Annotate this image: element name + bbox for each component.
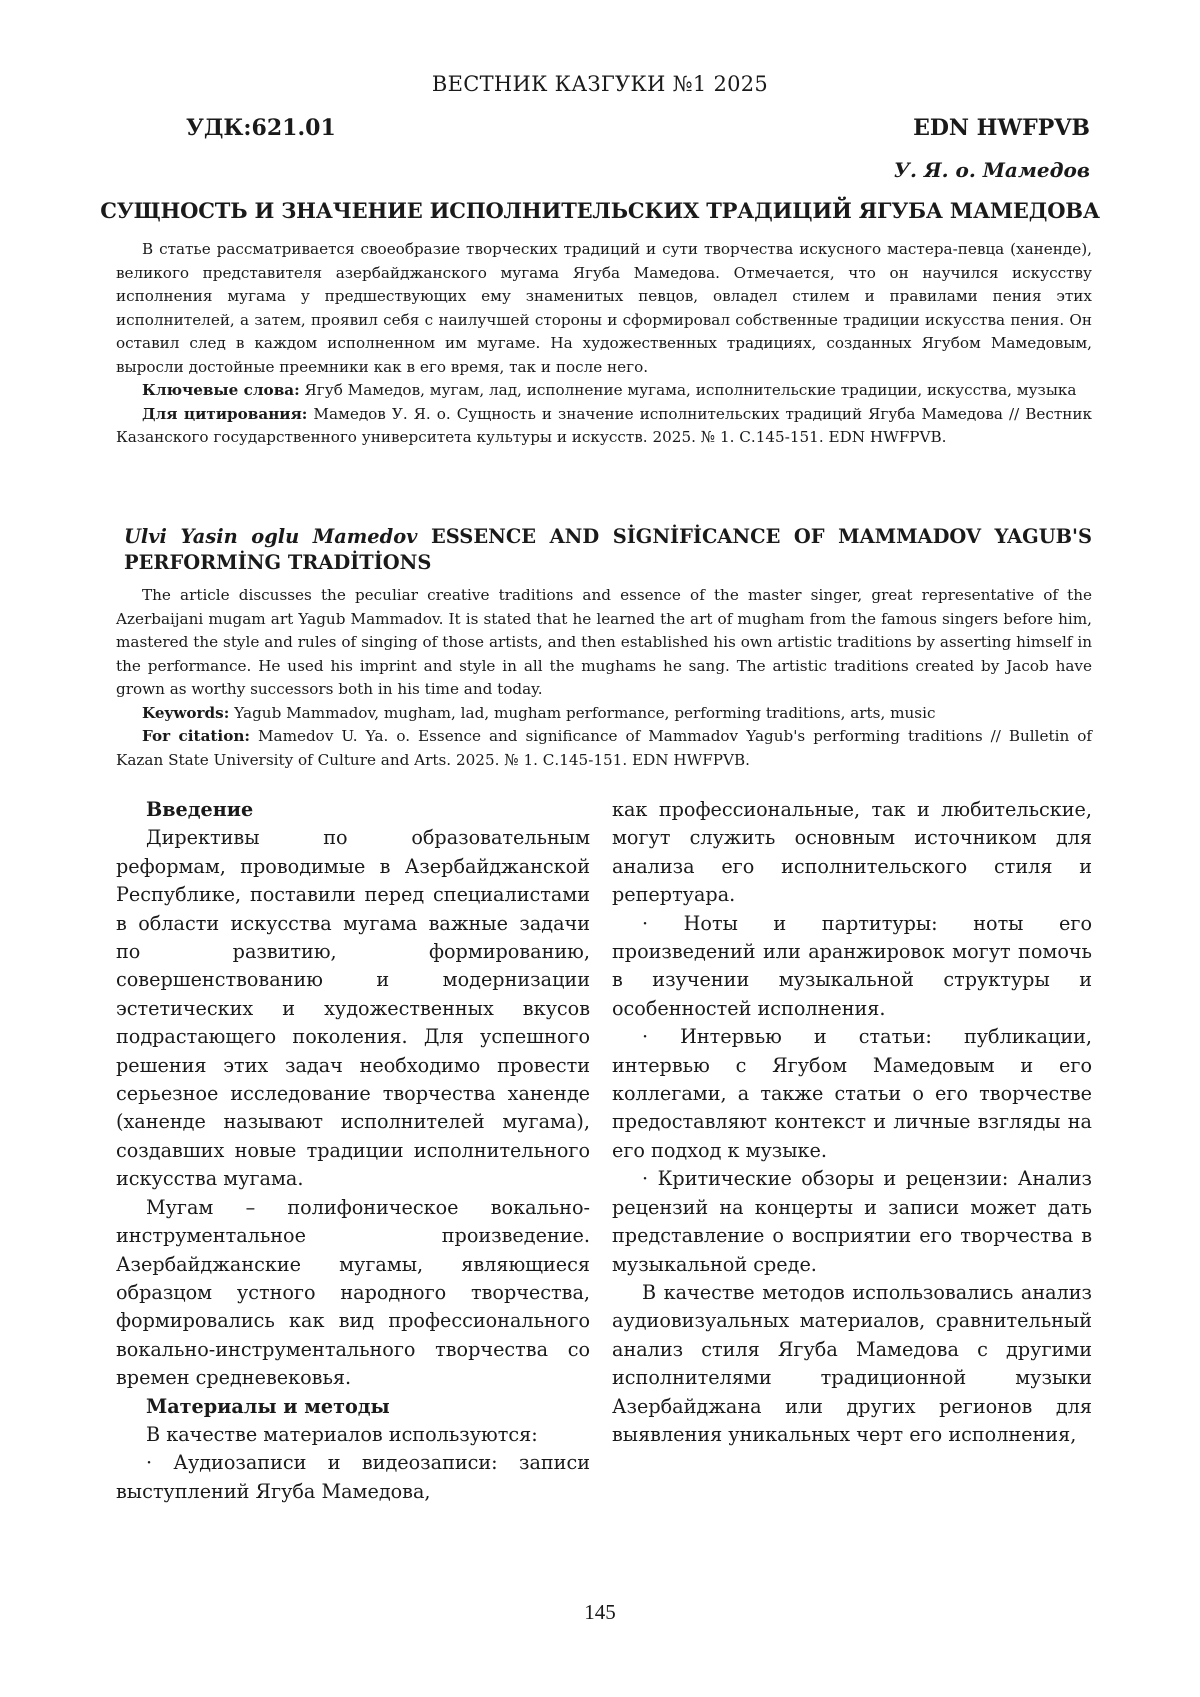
keywords-en-label: Keywords: bbox=[142, 703, 230, 722]
audio-bullet-continuation: как профессиональные, так и любительские, могут служить основным источником для анализа его исполнительского стиля и репертуара. bbox=[612, 798, 1092, 907]
materials-bullet-scores: · Ноты и партитуры: ноты его произведений или аранжировок могут помочь в изучении музыкальной структуры и особенностей исполнения. bbox=[612, 911, 1092, 1020]
keywords-en-text: Yagub Mammadov, mugham, lad, mugham performance, performing traditions, arts, music bbox=[234, 703, 936, 722]
intro-heading: Введение bbox=[146, 798, 254, 821]
citation-ru bbox=[116, 403, 1092, 450]
body-column-left bbox=[116, 796, 590, 1506]
keywords-ru bbox=[116, 379, 1092, 403]
materials-bullet-interviews: · Интервью и статьи: публикации, интервью с Ягубом Мамедовым и его коллегами, а также статьи о его творчестве предоставляют контекст и личные взгляды на его подход к музыке. bbox=[612, 1025, 1092, 1162]
keywords-ru-label: Ключевые слова: bbox=[142, 381, 300, 399]
page-number: 145 bbox=[584, 1600, 616, 1624]
materials-bullet-reviews: · Критические обзоры и рецензии: Анализ рецензий на концерты и записи может дать представление о восприятии его творчества в музыкальной среде. bbox=[612, 1167, 1092, 1276]
udk-code: УДК:621.01 bbox=[186, 115, 336, 141]
intro-paragraph-2: Мугам – полифоническое вокально-инструментальное произведение. Азербайджанские мугамы, являющиеся образцом устного народного творчества, формировались как вид профессионального вокально-инструментального творчества со времен средневековья. bbox=[116, 1195, 590, 1390]
edn-code: EDN HWFPVB bbox=[913, 115, 1090, 141]
article-title-ru: СУЩНОСТЬ И ЗНАЧЕНИЕ ИСПОЛНИТЕЛЬСКИХ ТРАДИЦИЙ ЯГУБА МАМЕДОВА bbox=[100, 198, 1100, 223]
body-column-right bbox=[612, 796, 1092, 1449]
keywords-en bbox=[116, 702, 1092, 726]
abstract-en-text: The article discusses the peculiar creative traditions and essence of the master singer, great representative of the Azerbaijani mugam art Yagub Mammadov. It is stated that he learned the art of mugham from the famous singers before him, mastered the style and rules of singing of those artists, and then established his own artistic traditions by asserting himself in the performance. He used his imprint and style in all the mughams he sang. The artistic traditions created by Jacob have grown as worthy successors both in his time and today. bbox=[116, 586, 1092, 698]
abstract-en bbox=[116, 584, 1092, 772]
author-ru: У. Я. о. Мамедов bbox=[893, 158, 1090, 182]
citation-en bbox=[116, 725, 1092, 772]
article-title-en bbox=[124, 524, 1092, 576]
citation-en-text: Mamedov U. Ya. o. Essence and significance of Mammadov Yagub's performing traditions // Bulletin of Kazan State University of Culture and Arts. 2025. № 1. С.145-151. EDN HWFPVB. bbox=[116, 727, 1092, 769]
abstract-ru-text: В статье рассматривается своеобразие творческих традиций и сути творчества искусного мастера-певца (ханенде), великого представителя азербайджанского мугама Ягуба Мамедова. Отмечается, что он научился искусству исполнения мугама у предшествующих ему знаменитых певцов, овладел стилем и правилами пения этих исполнителей, а затем, проявил себя с наилучшей стороны и сформировал собственные традиции искусства пения. Он оставил след в каждом исполненном им мугаме. На художественных традициях, созданных Ягубом Мамедовым, выросли достойные преемники как в его время, так и после него. bbox=[116, 240, 1092, 376]
citation-en-label: For citation: bbox=[142, 727, 250, 745]
keywords-ru-text: Ягуб Мамедов, мугам, лад, исполнение мугама, исполнительские традиции, искусства, музыка bbox=[304, 381, 1077, 399]
methods-heading: Материалы и методы bbox=[146, 1394, 390, 1418]
abstract-ru bbox=[116, 238, 1092, 450]
methods-paragraph: В качестве методов использовались анализ аудиовизуальных материалов, сравнительный анализ стиля Ягуба Мамедова с другими исполнителями традиционной музыки Азербайджана или других регионов для выявления уникальных черт его исполнения, bbox=[612, 1280, 1092, 1446]
methods-intro: В качестве материалов используются: bbox=[146, 1422, 538, 1446]
intro-paragraph-1: Директивы по образовательным реформам, проводимые в Азербайджанской Республике, поставили перед специалистами в области искусства мугама важные задачи по развитию, формированию, совершенствованию и модернизации эстетических и художественных вкусов подрастающего поколения. Для успешного решения этих задач необходимо провести серьезное исследование творчества ханенде (ханенде называют исполнителей мугама), создавших новые традиции исполнительного искусства мугама. bbox=[116, 826, 590, 1191]
materials-bullet-audio: · Аудиозаписи и видеозаписи: записи выступлений Ягуба Мамедова, bbox=[116, 1451, 590, 1503]
author-en: Ulvi Yasin oglu Mamedov bbox=[124, 525, 418, 548]
citation-ru-text: Мамедов У. Я. о. Сущность и значение исполнительских традиций Ягуба Мамедова // Вестник Казанского государственного университета культуры и искусств. 2025. № 1. С.145-151. EDN HWFPVB. bbox=[116, 404, 1092, 446]
running-title: ВЕСТНИК КАЗГУКИ №1 2025 bbox=[431, 72, 769, 96]
citation-ru-label: Для цитирования: bbox=[142, 404, 308, 423]
title-en-text: ESSENCE AND SİGNİFİCANCE OF MAMMADOV YAGUB'S PERFORMİNG TRADİTİONS bbox=[124, 525, 1092, 574]
